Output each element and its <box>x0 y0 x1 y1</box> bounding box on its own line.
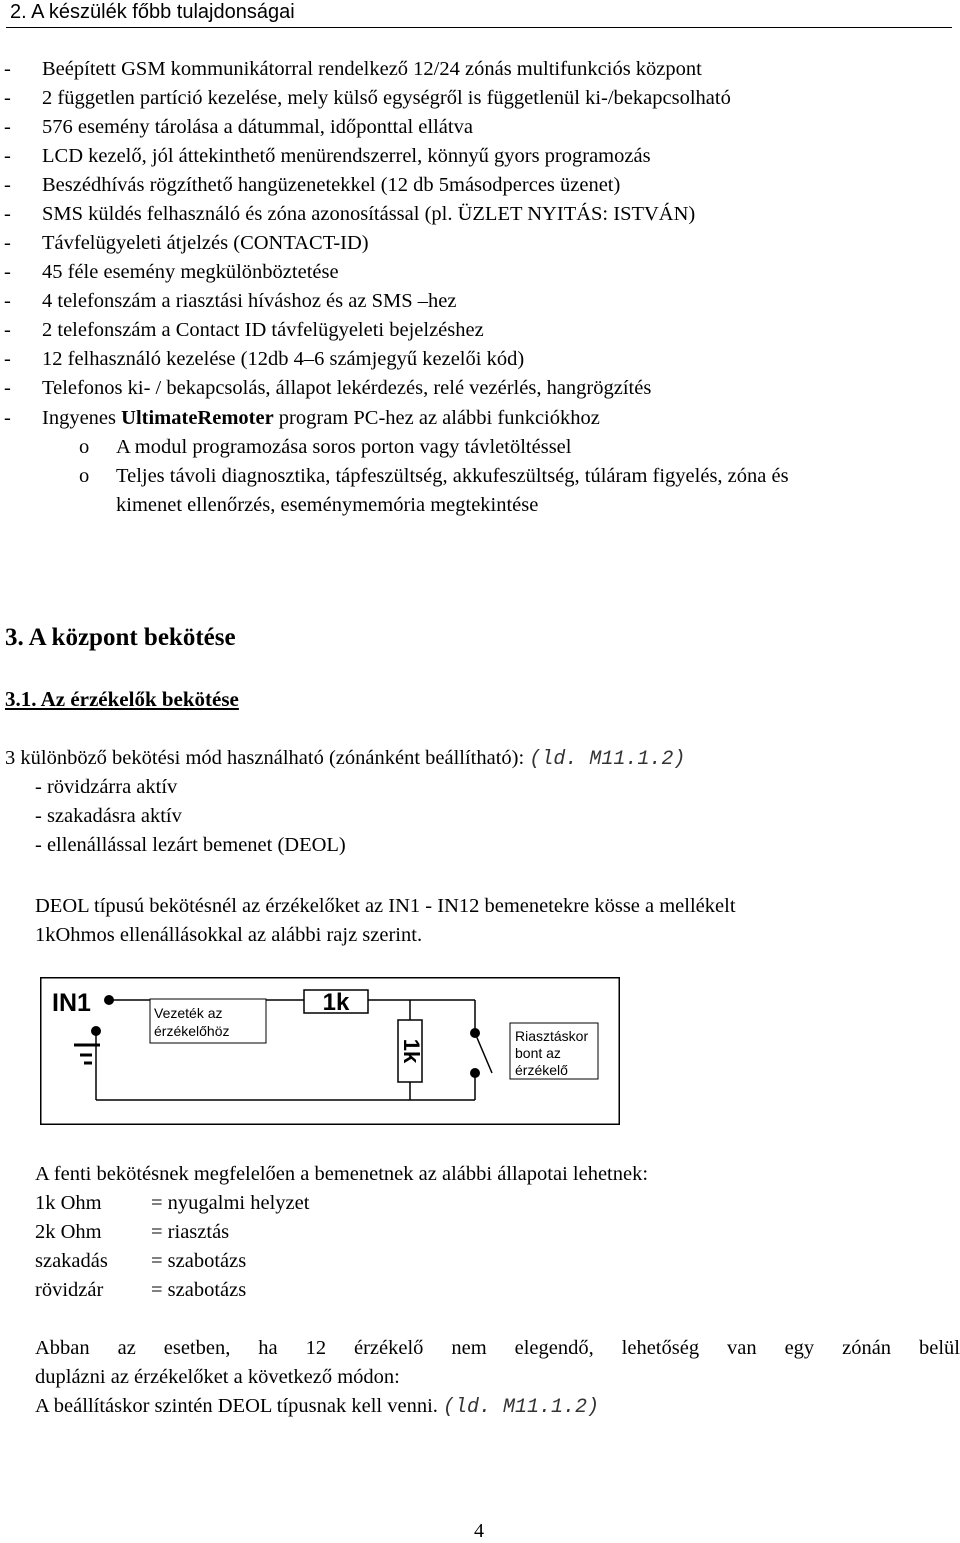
feature-text: program PC-hez az alábbi funkciókhoz <box>273 407 600 429</box>
manual-reference: (ld. M11.1.2) <box>443 1396 600 1419</box>
feature-text: 12 felhasználó kezelése (12db 4–6 számjegyű kezelői kód) <box>42 348 525 370</box>
list-dash: - <box>4 261 11 283</box>
list-bullet: o <box>79 436 90 458</box>
feature-text: SMS küldés felhasználó és zóna azonosítással (pl. ÜZLET NYITÁS: ISTVÁN) <box>42 203 696 225</box>
state-meaning: = riasztás <box>151 1221 230 1243</box>
list-dash: - <box>4 174 11 196</box>
list-dash: - <box>4 87 11 109</box>
state-meaning: = szabotázs <box>151 1279 247 1301</box>
state-condition: rövidzár <box>35 1279 104 1301</box>
list-dash: - <box>4 377 11 399</box>
switch-blade <box>475 1033 492 1073</box>
list-dash: - <box>4 319 11 341</box>
wiring-diagram <box>40 977 620 1125</box>
manual-reference: (ld. M11.1.2) <box>529 748 686 771</box>
section-3-1-heading: 3.1. Az érzékelők bekötése <box>5 687 239 711</box>
state-condition: szakadás <box>35 1250 108 1272</box>
in1-label: IN1 <box>52 989 91 1017</box>
feature-text: 2 független partíció kezelése, mely külső egységről is függetlenül ki-/bekapcsolható <box>42 87 731 109</box>
list-dash: - <box>4 116 11 138</box>
wire-label-line: érzékelőhöz <box>154 1023 230 1039</box>
feature-text: 45 féle esemény megkülönböztetése <box>42 261 339 283</box>
state-condition: 1k Ohm <box>35 1192 102 1214</box>
deol-paragraph-line: 1kOhmos ellenállásokkal az alábbi rajz szerint. <box>35 924 423 946</box>
intro-text: 3 különböző bekötési mód használható (zónánként beállítható): <box>5 747 525 769</box>
mode-item: - szakadásra aktív <box>35 805 182 827</box>
state-meaning: = nyugalmi helyzet <box>151 1192 310 1214</box>
list-dash: - <box>4 145 11 167</box>
intro-paragraph <box>5 744 685 773</box>
feature-text: Beszédhívás rögzíthető hangüzenetekkel (12 db 5másodperces üzenet) <box>42 174 621 196</box>
resistor-horizontal-label: 1k <box>322 989 350 1016</box>
feature-text: 4 telefonszám a riasztási híváshoz és az SMS –hez <box>42 290 457 312</box>
list-dash: - <box>4 58 11 80</box>
deol-paragraph-line: DEOL típusú bekötésnél az érzékelőket az IN1 - IN12 bemenetekre kösse a mellékelt <box>35 895 736 917</box>
sub-item-text: Teljes távoli diagnosztika, tápfeszültség, akkufeszültség, túláram figyelés, zóna és <box>116 465 789 487</box>
section-3-heading: 3. A központ bekötése <box>5 624 236 651</box>
list-dash: - <box>4 203 11 225</box>
state-meaning: = szabotázs <box>151 1250 247 1272</box>
ground-terminal-dot <box>91 1026 101 1036</box>
double-paragraph-line: Abban az esetben, ha 12 érzékelő nem elegendő, lehetőség van egy zónán belül <box>35 1337 960 1359</box>
list-dash: - <box>4 348 11 370</box>
sensor-label-line: Riasztáskor <box>515 1028 589 1044</box>
sensor-label-line: bont az <box>515 1045 561 1061</box>
final-paragraph <box>35 1392 599 1421</box>
double-paragraph-line: duplázni az érzékelőket a következő módon: <box>35 1366 400 1388</box>
mode-item: - ellenállással lezárt bemenet (DEOL) <box>35 834 346 856</box>
list-dash: - <box>4 232 11 254</box>
program-name: UltimateRemoter <box>121 407 274 429</box>
page-number: 4 <box>474 1520 484 1542</box>
feature-text: 2 telefonszám a Contact ID távfelügyeleti bejelzéshez <box>42 319 484 341</box>
list-bullet: o <box>79 465 90 487</box>
sensor-label-line: érzékelő <box>515 1062 568 1078</box>
mode-item: - rövidzárra aktív <box>35 776 178 798</box>
state-condition: 2k Ohm <box>35 1221 102 1243</box>
feature-text: Távfelügyeleti átjelzés (CONTACT-ID) <box>42 232 369 254</box>
resistor-vertical-label: 1k <box>399 1038 425 1064</box>
states-intro: A fenti bekötésnek megfelelően a bemenetnek az alábbi állapotai lehetnek: <box>35 1163 649 1185</box>
final-text: A beállításkor szintén DEOL típusnak kell venni. <box>35 1395 438 1417</box>
sub-item-text: A modul programozása soros porton vagy távletöltéssel <box>116 436 572 458</box>
list-dash: - <box>4 407 11 429</box>
feature-text: Beépített GSM kommunikátorral rendelkező 12/24 zónás multifunkciós központ <box>42 58 702 80</box>
feature-text: Ingyenes <box>42 407 122 429</box>
feature-text: LCD kezelő, jól áttekinthető menürendszerrel, könnyű gyors programozás <box>42 145 651 167</box>
feature-text: Telefonos ki- / bekapcsolás, állapot lekérdezés, relé vezérlés, hangrögzítés <box>42 377 652 399</box>
sub-item-text: kimenet ellenőrzés, eseménymemória megtekintése <box>116 494 539 516</box>
wire-label-line: Vezeték az <box>154 1005 223 1021</box>
list-dash: - <box>4 290 11 312</box>
section-2-heading: 2. A készülék főbb tulajdonságai <box>6 0 952 28</box>
feature-text: 576 esemény tárolása a dátummal, időponttal ellátva <box>42 116 473 138</box>
